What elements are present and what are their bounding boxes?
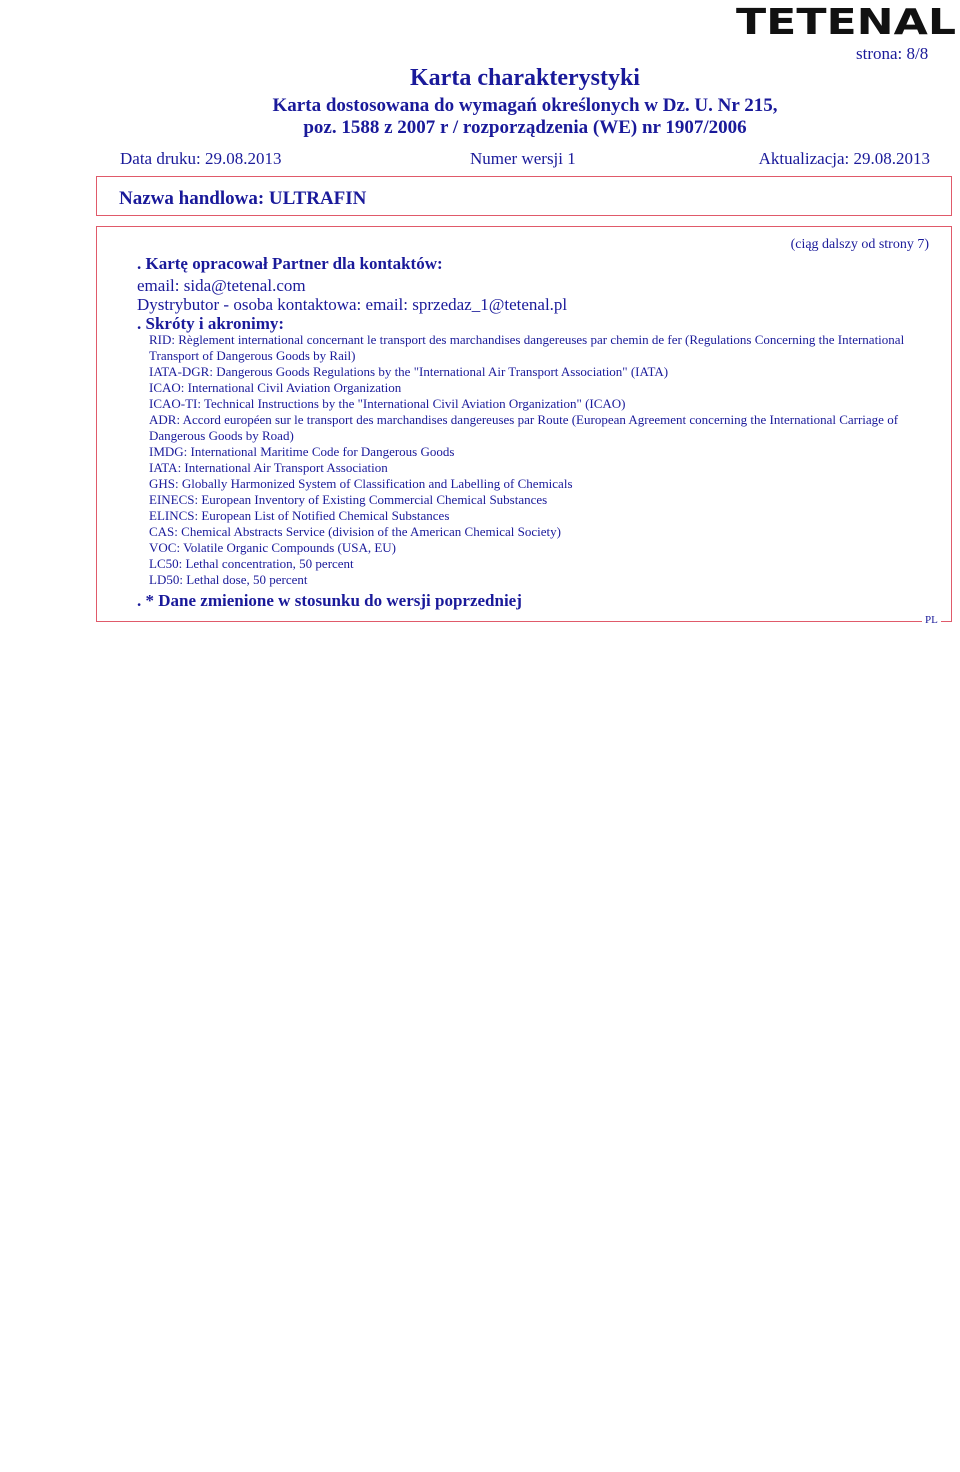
distributor-contact: Dystrybutor - osoba kontaktowa: email: sprzedaz_1@tetenal.pl (137, 295, 568, 314)
document-title: Karta charakterystyki (410, 65, 640, 91)
list-item: EINECS: European Inventory of Existing Commercial Chemical Substances (149, 492, 548, 507)
print-date: Data druku: 29.08.2013 (120, 149, 282, 168)
list-item: IMDG: International Maritime Code for Dangerous Goods (149, 444, 455, 459)
list-item: LD50: Lethal dose, 50 percent (149, 572, 308, 587)
abbreviations-list (149, 332, 933, 588)
changes-note-heading: . * Dane zmienione w stosunku do wersji poprzedniej (137, 591, 522, 610)
section-16-box (96, 226, 952, 622)
tetenal-logo-text: TETENAL (736, 4, 956, 38)
list-item: ADR: Accord européen sur le transport des marchandises dangereuses par Route (European Agreement concerning the International Carriage of Dangerous Goods by Road) (149, 412, 899, 443)
list-item: LC50: Lethal concentration, 50 percent (149, 556, 354, 571)
page-number: strona: 8/8 (856, 44, 929, 63)
list-item: IATA: International Air Transport Association (149, 460, 388, 475)
prepared-by-heading: . Kartę opracował Partner dla kontaktów: (137, 254, 443, 273)
list-item: ICAO: International Civil Aviation Organization (149, 380, 402, 395)
trade-name: Nazwa handlowa: ULTRAFIN (119, 188, 367, 209)
list-item: ELINCS: European List of Notified Chemical Substances (149, 508, 450, 523)
document-subtitle-line1: Karta dostosowana do wymagań określonych w Dz. U. Nr 215, (272, 95, 778, 116)
update-date: Aktualizacja: 29.08.2013 (758, 149, 930, 168)
list-item: IATA-DGR: Dangerous Goods Regulations by the "International Air Transport Association" (IATA) (149, 364, 669, 379)
tetenal-logo (735, 4, 957, 38)
language-code: PL (922, 614, 941, 626)
list-item: VOC: Volatile Organic Compounds (USA, EU) (149, 540, 396, 555)
list-item: GHS: Globally Harmonized System of Classification and Labelling of Chemicals (149, 476, 573, 491)
contact-email: email: sida@tetenal.com (137, 276, 306, 295)
list-item: ICAO-TI: Technical Instructions by the "International Civil Aviation Organization" (ICAO) (149, 396, 626, 411)
list-item: CAS: Chemical Abstracts Service (division of the American Chemical Society) (149, 524, 561, 539)
continued-note: (ciąg dalszy od strony 7) (790, 237, 929, 252)
abbreviations-heading: . Skróty i akronimy: (137, 314, 285, 333)
document-subtitle-line2: poz. 1588 z 2007 r / rozporządzenia (WE) nr 1907/2006 (303, 117, 747, 138)
list-item: RID: Règlement international concernant le transport des marchandises dangereuses par chemin de fer (Regulations Concerning the International Transport of Dangerous Goods by Rail) (149, 332, 905, 363)
product-name-box (96, 176, 952, 216)
version-number: Numer wersji 1 (470, 149, 576, 168)
